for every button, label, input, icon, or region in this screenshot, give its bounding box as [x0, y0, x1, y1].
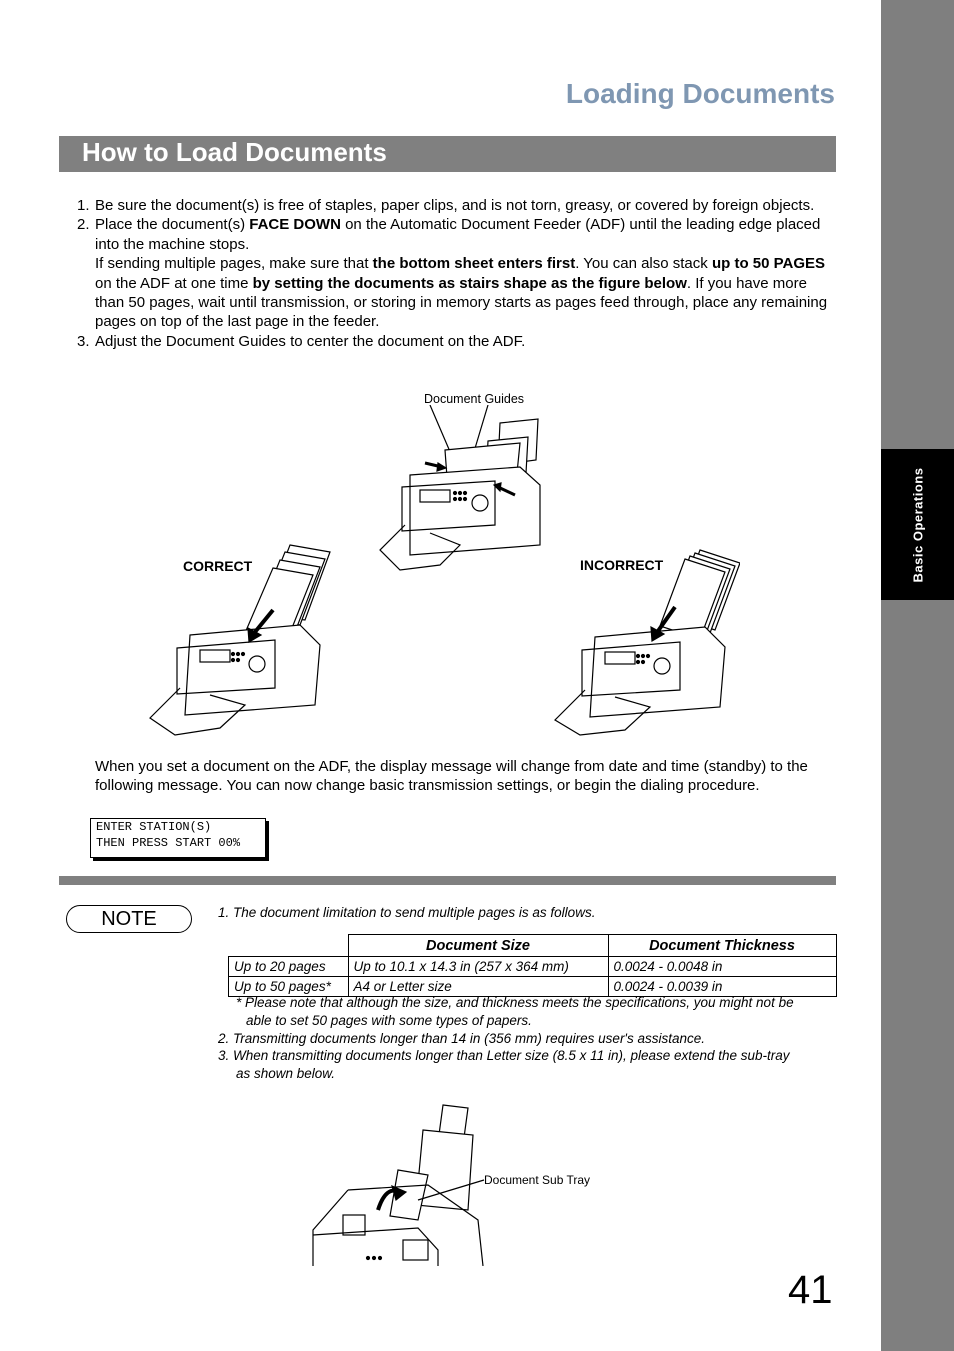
document-limitation-table: [228, 934, 837, 997]
correct-label: CORRECT: [183, 558, 253, 574]
note-badge: NOTE: [66, 905, 192, 933]
table-row: [229, 977, 837, 997]
step-text: Place the document(s): [95, 216, 250, 234]
lcd-line-1: ENTER STATION(S): [96, 820, 212, 834]
steps-list: [77, 196, 837, 351]
section-title: How to Load Documents: [82, 137, 387, 167]
step-text: Be sure the document(s) is free of staples, paper clips, and is not torn, greasy, or covered by foreign objects.: [95, 197, 815, 214]
step-text: on the ADF at one time: [95, 274, 253, 292]
page-sidebar: [881, 0, 954, 1351]
table-cell: 0.0024 - 0.0039 in: [608, 977, 836, 997]
step-1: [77, 196, 837, 215]
display-message-paragraph: When you set a document on the ADF, the display message will change from date and time (standby) to the following message. You can now change basic transmission settings, or begin the dialing procedure.: [95, 758, 808, 795]
step-number: 2.: [77, 216, 90, 234]
table-cell: 0.0024 - 0.0048 in: [608, 957, 836, 977]
step-text: . You can also stack: [575, 255, 712, 273]
section-divider: [59, 876, 836, 885]
fax-machine-incorrect-illustration: [550, 545, 740, 740]
note-item-1: 1. The document limitation to send multiple pages is as follows.: [218, 905, 596, 920]
table-header-blank: [229, 935, 349, 957]
table-cell: Up to 10.1 x 14.3 in (257 x 364 mm): [348, 957, 608, 977]
fax-machine-guides-illustration: [370, 405, 550, 575]
emphasis: the bottom sheet enters first: [372, 255, 576, 273]
chapter-tab-label: Basic Operations: [910, 467, 925, 582]
table-row: [229, 957, 837, 977]
step-text: Adjust the Document Guides to center the document on the ADF.: [95, 332, 526, 350]
lcd-display: [90, 818, 266, 858]
step-number: 1.: [77, 197, 90, 214]
emphasis: by setting the documents as stairs shape as the figure below: [252, 274, 687, 292]
chapter-title: Loading Documents: [565, 78, 835, 109]
page-number: 41: [788, 1268, 833, 1312]
emphasis: FACE DOWN: [249, 216, 341, 234]
step-text: on the Automatic Document Feeder (ADF) until the leading edge placed into the machine stops.: [95, 216, 821, 253]
lcd-line-2: THEN PRESS START 00%: [96, 836, 241, 850]
section-banner: [59, 136, 836, 172]
table-cell: A4 or Letter size: [348, 977, 608, 997]
table-header-row: [229, 935, 837, 957]
step-3: [77, 332, 837, 351]
note-footnote-line-1: * Please note that although the size, and thickness meets the specifications, you might not be: [236, 995, 794, 1010]
incorrect-label: INCORRECT: [580, 557, 664, 573]
step-2: [77, 215, 837, 331]
table-header: Document Size: [348, 935, 608, 957]
note-footnote-line-2: able to set 50 pages with some types of papers.: [246, 1013, 532, 1028]
table-header: Document Thickness: [608, 935, 836, 957]
note-item-2: 2. Transmitting documents longer than 14 in (356 mm) requires user's assistance.: [218, 1031, 706, 1046]
note-item-3-continued: as shown below.: [236, 1066, 336, 1081]
note-item-3: 3. When transmitting documents longer than Letter size (8.5 x 11 in), please extend the sub-tray: [218, 1048, 790, 1063]
fax-machine-correct-illustration: [145, 540, 335, 740]
step-text: If sending multiple pages, make sure that: [95, 255, 373, 273]
table-cell: Up to 50 pages*: [229, 977, 349, 997]
document-guides-label: Document Guides: [424, 392, 525, 406]
emphasis: up to 50 PAGES: [711, 255, 826, 273]
document-sub-tray-label: Document Sub Tray: [484, 1173, 591, 1187]
document-sub-tray-illustration: [308, 1100, 493, 1266]
chapter-tab: [881, 449, 954, 600]
table-cell: Up to 20 pages: [229, 957, 349, 977]
step-number: 3.: [77, 332, 90, 350]
step-text: . If you have more than 50 pages, wait until transmission, or storing in memory starts as pages feed through, place any remaining pages on top of the last page in the feeder.: [95, 274, 828, 331]
